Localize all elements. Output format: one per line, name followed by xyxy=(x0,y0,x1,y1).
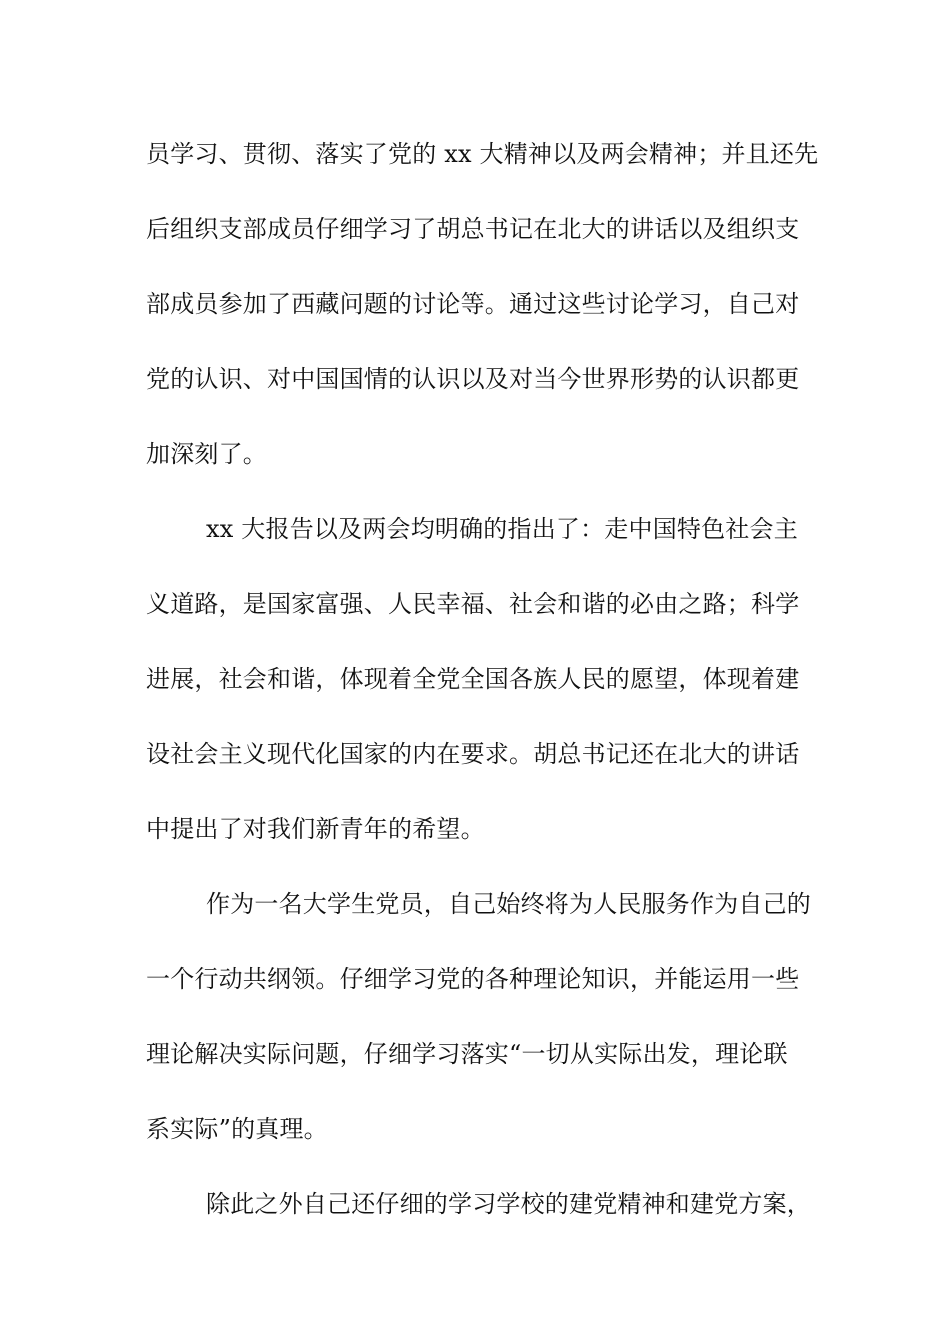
paragraph-line: 加深刻了。 xyxy=(146,440,267,468)
paragraph-line: 系实际”的真理。 xyxy=(146,1115,328,1143)
paragraph-line: 员学习、贯彻、落实了党的 xx 大精神以及两会精神；并且还先 xyxy=(146,140,819,168)
paragraph-line: 中提出了对我们新青年的希望。 xyxy=(146,815,485,843)
paragraph-line: 进展，社会和谐，体现着全党全国各族人民的愿望，体现着建 xyxy=(146,665,800,693)
paragraph-line: 作为一名大学生党员，自己始终将为人民服务作为自己的 xyxy=(206,890,811,918)
paragraph-line: 义道路，是国家富强、人民幸福、社会和谐的必由之路；科学 xyxy=(146,590,800,618)
paragraph-line: 部成员参加了西藏问题的讨论等。通过这些讨论学习，自己对 xyxy=(146,290,800,318)
paragraph-line: 除此之外自己还仔细的学习学校的建党精神和建党方案， xyxy=(206,1190,811,1218)
paragraph-line: 后组织支部成员仔细学习了胡总书记在北大的讲话以及组织支 xyxy=(146,215,800,243)
paragraph-line: 党的认识、对中国国情的认识以及对当今世界形势的认识都更 xyxy=(146,365,800,393)
paragraph-line: 一个行动共纲领。仔细学习党的各种理论知识，并能运用一些 xyxy=(146,965,800,993)
document-body xyxy=(146,130,819,1255)
paragraph-line: 理论解决实际问题，仔细学习落实“一切从实际出发，理论联 xyxy=(146,1040,788,1068)
paragraph-line: 设社会主义现代化国家的内在要求。胡总书记还在北大的讲话 xyxy=(146,740,800,768)
paragraph-line: xx 大报告以及两会均明确的指出了：走中国特色社会主 xyxy=(206,515,798,543)
